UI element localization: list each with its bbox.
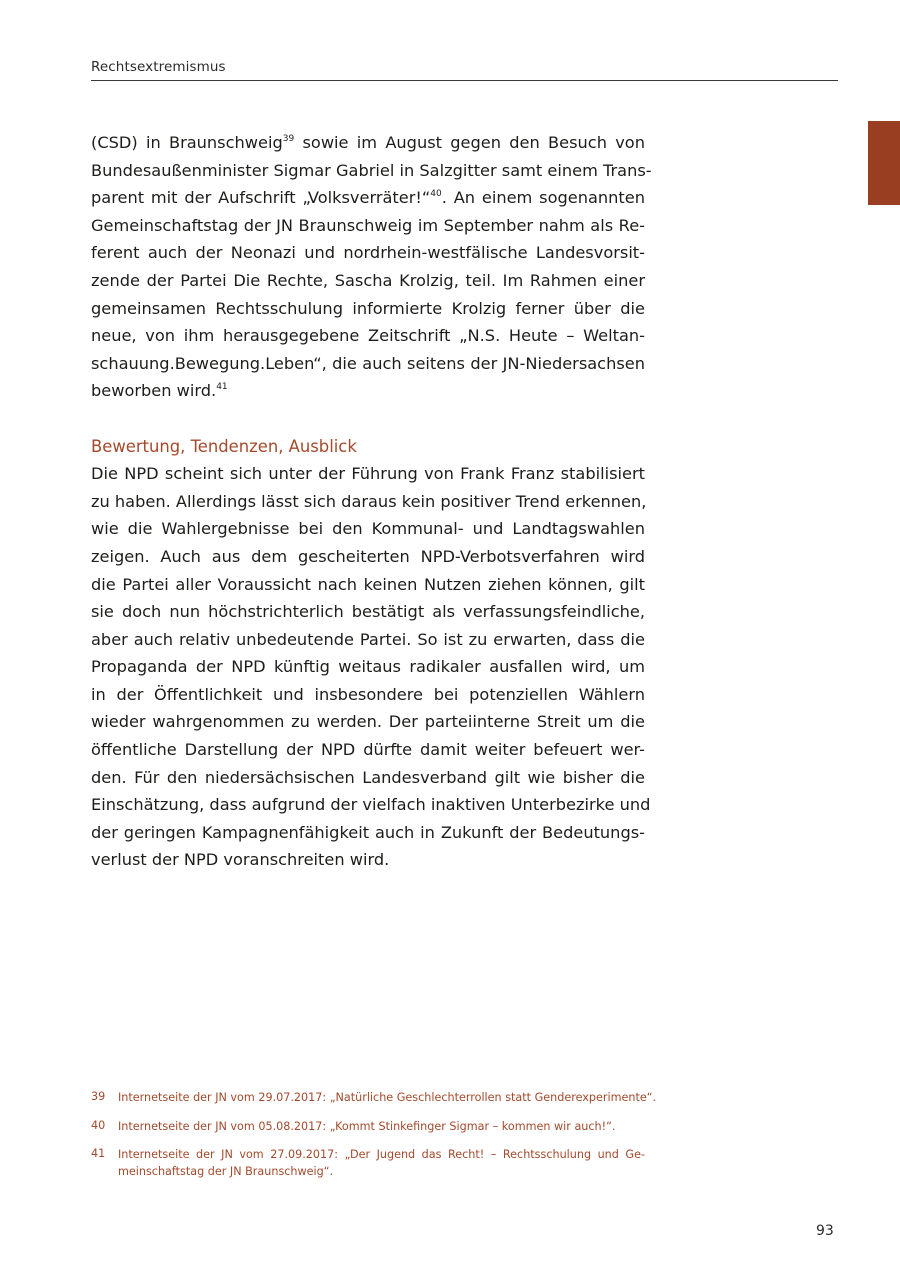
text-line — [91, 377, 645, 405]
footnote-41 — [91, 1147, 645, 1180]
text-line: Die NPD scheint sich unter der Führung von Frank Franz stabilisiert — [91, 464, 645, 484]
footnote-number: 40 — [91, 1118, 106, 1132]
text-line: den. Für den niedersächsischen Landesverband gilt wie bisher die — [91, 767, 645, 787]
paragraph-2 — [91, 460, 651, 874]
text-line: Einschätzung, dass aufgrund der vielfach inaktiven Unterbezirke und — [91, 795, 651, 815]
text-line: der geringen Kampagnenfähigkeit auch in Zukunft der Bedeutungs- — [91, 822, 645, 842]
text-run: . An einem sogenannten — [441, 188, 645, 208]
text-line: zu haben. Allerdings lässt sich daraus kein positiver Trend erkennen, — [91, 491, 647, 511]
footnote-number: 41 — [91, 1147, 106, 1160]
text-line: öffentliche Darstellung der NPD dürfte damit weiter befeuert wer- — [91, 740, 645, 760]
text-line: neue, von ihm herausgegebene Zeitschrift „N.S. Heute – Weltan- — [91, 326, 645, 346]
text-line: wie die Wahlergebnisse bei den Kommunal- und Landtagswahlen — [91, 519, 645, 539]
text-line: Gemeinschaftstag der JN Braunschweig im September nahm als Re- — [91, 215, 645, 235]
text-line: die Partei aller Voraussicht nach keinen Nutzen ziehen können, gilt — [91, 574, 645, 594]
text-line: schauung.Bewegung.Leben“, die auch seitens der JN-Niedersachsen — [91, 353, 645, 373]
footnote-text: Internetseite der JN vom 27.09.2017: „Der Jugend das Recht! – Rechtsschulung und Ge- — [118, 1148, 645, 1161]
main-text — [91, 129, 652, 874]
text-run: sowie im August gegen den Besuch von — [294, 133, 645, 152]
text-line: in der Öffentlichkeit und insbesondere bei potenziellen Wählern — [91, 684, 645, 704]
footnote-number: 39 — [91, 1090, 106, 1103]
text-line: aber auch relativ unbedeutende Partei. So ist zu erwarten, dass die — [91, 629, 645, 649]
text-line: zeigen. Auch aus dem gescheiterten NPD-Verbotsverfahren wird — [91, 546, 645, 566]
footnote-ref-39[interactable]: 39 — [282, 134, 295, 144]
footnote-39 — [91, 1090, 657, 1107]
text-line: verlust der NPD voranschreiten wird. — [91, 850, 390, 870]
text-line: gemeinsamen Rechtsschulung informierte Krolzig ferner über die — [91, 298, 645, 318]
running-head: Rechtsextremismus — [91, 59, 226, 75]
text-run: beworben wird. — [91, 381, 217, 401]
footnote-text: Internetseite der JN vom 29.07.2017: „Natürliche Geschlechterrollen statt Genderexperimente“. — [118, 1091, 657, 1104]
footnotes — [91, 1090, 657, 1192]
text-line: Bundesaußenminister Sigmar Gabriel in Salzgitter samt einem Trans- — [91, 160, 652, 180]
text-line — [91, 129, 645, 157]
header-rule — [91, 80, 838, 81]
text-line: ferent auch der Neonazi und nordrhein-westfälische Landesvorsit- — [91, 243, 645, 263]
text-line: zende der Partei Die Rechte, Sascha Krolzig, teil. Im Rahmen einer — [91, 270, 645, 290]
section-heading: Bewertung, Tendenzen, Ausblick — [91, 436, 357, 456]
footnote-ref-41[interactable]: 41 — [216, 382, 228, 393]
paragraph-1 — [91, 129, 652, 405]
text-line: wieder wahrgenommen zu werden. Der parteiinterne Streit um die — [91, 712, 645, 732]
footnote-ref-40[interactable]: 40 — [430, 189, 442, 200]
page-number: 93 — [816, 1223, 834, 1239]
text-line: sie doch nun höchstrichterlich bestätigt als verfassungsfeindliche, — [91, 602, 645, 622]
text-line — [91, 184, 645, 212]
footnote-40 — [91, 1119, 645, 1136]
footnote-text: Internetseite der JN vom 05.08.2017: „Kommt Stinkefinger Sigmar – kommen wir auch!“. — [118, 1119, 616, 1133]
footnote-text: meinschaftstag der JN Braunschweig“. — [118, 1164, 334, 1178]
paragraph-spacer — [91, 405, 645, 433]
chapter-tab-marker — [868, 121, 900, 205]
text-run: (CSD) in Braunschweig — [91, 133, 283, 152]
text-run: parent mit der Aufschrift „Volksverräter!“ — [91, 188, 431, 208]
text-line: Propaganda der NPD künftig weitaus radikaler ausfallen wird, um — [91, 657, 645, 677]
